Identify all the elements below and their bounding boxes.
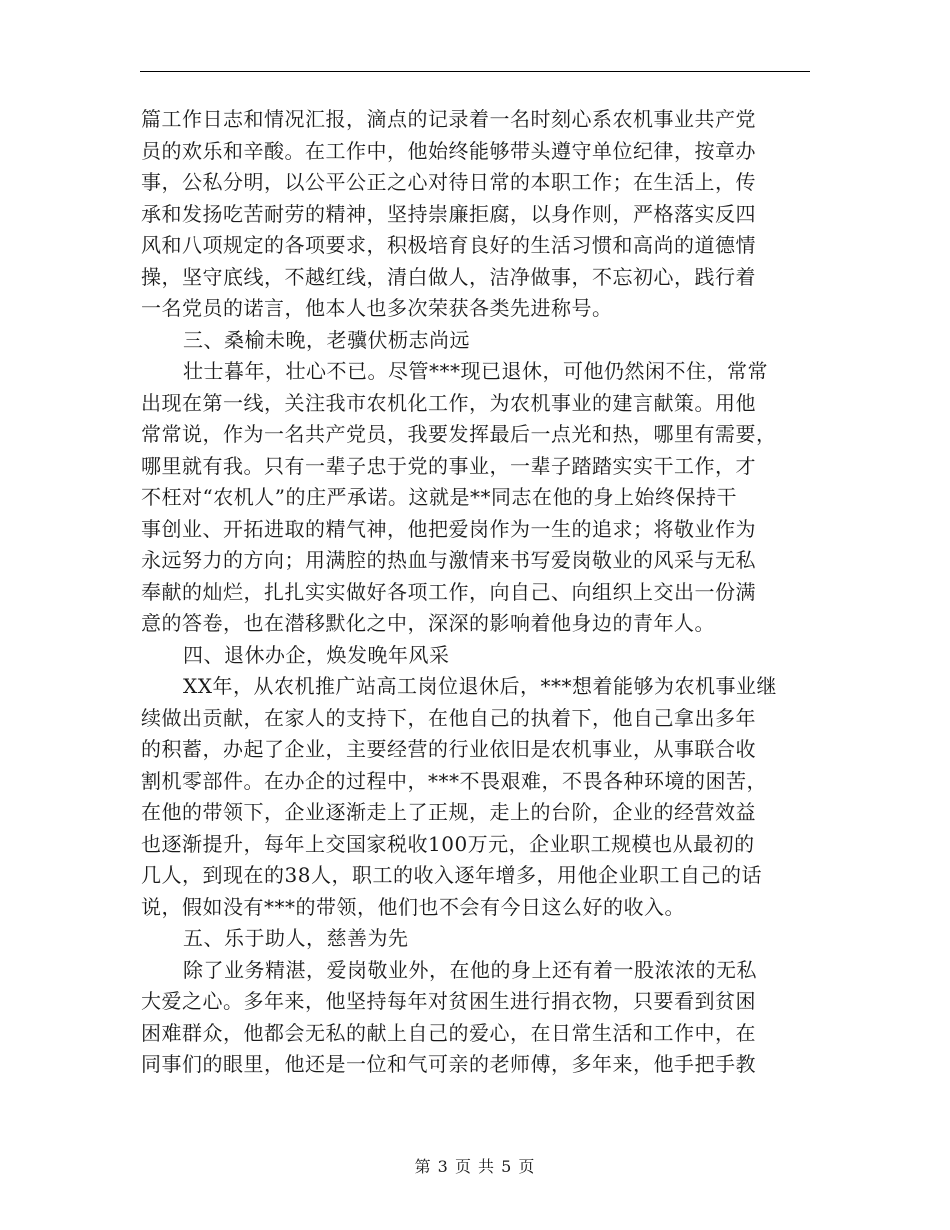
text-line: 不枉对“农机人”的庄严承诺。这就是**同志在他的身上始终保持干 bbox=[141, 485, 737, 509]
text-line: 承和发扬吃苦耐劳的精神，坚持崇廉拒腐，以身作则，严格落实反四 bbox=[141, 201, 756, 226]
text-line: 也逐渐提升，每年上交国家税收100万元，企业职工规模也从最初的 bbox=[141, 831, 755, 856]
text-line: 说，假如没有***的带领，他们也不会有今日这么好的收入。 bbox=[141, 894, 685, 919]
text-line: 除了业务精湛，爱岗敬业外，在他的身上还有着一股浓浓的无私 bbox=[183, 957, 757, 982]
text-line: 意的答卷，也在潜移默化之中，深深的影响着他身边的青年人。 bbox=[141, 611, 715, 635]
text-line: 大爱之心。多年来，他坚持每年对贫困生进行捐衣物，只要看到贫困 bbox=[141, 989, 756, 1013]
text-line: 三、桑榆未晚，老骥伏枥志尚远 bbox=[183, 327, 470, 352]
text-line: 割机零部件。在办企的过程中，***不畏艰难，不畏各种环境的困苦， bbox=[141, 768, 767, 793]
text-line: 员的欢乐和辛酸。在工作中，他始终能够带头遵守单位纪律，按章办 bbox=[141, 138, 756, 163]
text-line: 事创业、开拓进取的精气神，他把爱岗作为一生的追求；将敬业作为 bbox=[141, 516, 756, 541]
text-line: 续做出贡献，在家人的支持下，在他自己的执着下，他自己拿出多年 bbox=[141, 705, 756, 730]
text-line: 的积蓄，办起了企业，主要经营的行业依旧是农机事业，从事联合收 bbox=[141, 737, 756, 761]
text-line: XX年，从农机推广站高工岗位退休后，***想着能够为农机事业继 bbox=[183, 674, 777, 698]
text-line: 哪里就有我。只有一辈子忠于党的事业，一辈子踏踏实实干工作，才 bbox=[141, 453, 756, 478]
text-line: 在他的带领下，企业逐渐走上了正规，走上的台阶，企业的经营效益 bbox=[141, 800, 756, 824]
text-line: 一名党员的诺言，他本人也多次荣获各类先进称号。 bbox=[141, 296, 613, 320]
text-line: 同事们的眼里，他还是一位和气可亲的老师傅，多年来，他手把手教 bbox=[141, 1052, 756, 1076]
text-line: 事，公私分明，以公平公正之心对待日常的本职工作；在生活上，传 bbox=[141, 170, 756, 194]
text-line: 奉献的灿烂，扎扎实实做好各项工作，向自己、向组织上交出一份满 bbox=[141, 579, 756, 604]
text-line: 困难群众，他都会无私的献上自己的爱心，在日常生活和工作中，在 bbox=[141, 1020, 756, 1045]
header-rule bbox=[140, 71, 810, 72]
text-line: 常常说，作为一名共产党员，我要发挥最后一点光和热，哪里有需要， bbox=[141, 422, 777, 446]
text-line: 风和八项规定的各项要求，积极培育良好的生活习惯和高尚的道德情 bbox=[141, 233, 756, 257]
text-line: 四、退休办企，焕发晚年风采 bbox=[183, 642, 450, 667]
text-line: 五、乐于助人，慈善为先 bbox=[183, 926, 409, 950]
text-line: 出现在第一线，关注我市农机化工作，为农机事业的建言献策。用他 bbox=[141, 390, 756, 415]
document-body bbox=[141, 104, 811, 1081]
text-line: 几人，到现在的38人，职工的收入逐年增多，用他企业职工自己的话 bbox=[141, 863, 762, 887]
text-line: 壮士暮年，壮心不已。尽管***现已退休，可他仍然闲不住，常常 bbox=[183, 359, 768, 383]
page-footer: 第 3 页 共 5 页 bbox=[414, 1157, 536, 1176]
text-line: 永远努力的方向；用满腔的热血与激情来书写爱岗敬业的风采与无私 bbox=[141, 548, 756, 572]
text-line: 篇工作日志和情况汇报，滴点的记录着一名时刻心系农机事业共产党 bbox=[141, 107, 756, 131]
text-line: 操，坚守底线，不越红线，清白做人，洁净做事，不忘初心，践行着 bbox=[141, 264, 756, 289]
